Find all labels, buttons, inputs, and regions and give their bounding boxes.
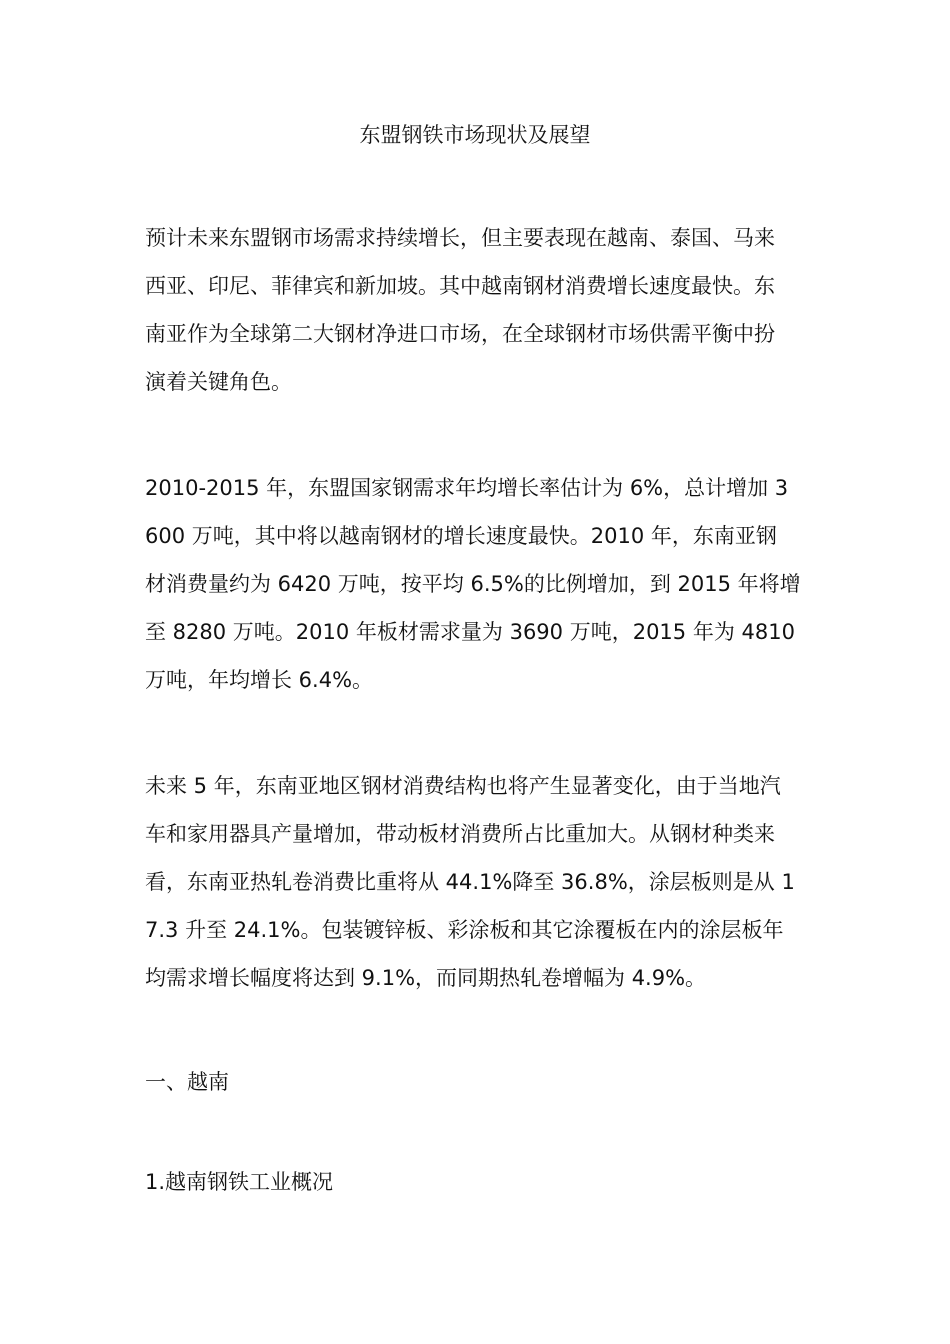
paragraph-line: 均需求增长幅度将达到 9.1%，而同期热轧卷增幅为 4.9%。 [145, 966, 707, 990]
paragraph-line: 车和家用器具产量增加，带动板材消费所占比重加大。从钢材种类来 [145, 822, 775, 846]
section-heading-text: 一、越南 [145, 1070, 229, 1094]
paragraph-1 [145, 214, 810, 406]
paragraph-line: 至 8280 万吨。2010 年板材需求量为 3690 万吨，2015 年为 4810 [145, 620, 795, 644]
paragraph-line: 600 万吨，其中将以越南钢材的增长速度最快。2010 年，东南亚钢 [145, 524, 777, 548]
paragraph-line: 演着关键角色。 [145, 370, 292, 394]
paragraph-line: 南亚作为全球第二大钢材净进口市场，在全球钢材市场供需平衡中扮 [145, 322, 775, 346]
paragraph-line: 西亚、印尼、菲律宾和新加坡。其中越南钢材消费增长速度最快。东 [145, 274, 775, 298]
subsection-heading [145, 1158, 810, 1206]
paragraph-2 [145, 464, 810, 704]
paragraph-line: 7.3 升至 24.1%。包装镀锌板、彩涂板和其它涂覆板在内的涂层板年 [145, 918, 784, 942]
section-heading [145, 1058, 810, 1106]
paragraph-line: 材消费量约为 6420 万吨，按平均 6.5%的比例增加，到 2015 年将增 [145, 572, 801, 596]
paragraph-line: 预计未来东盟钢市场需求持续增长，但主要表现在越南、泰国、马来 [145, 226, 775, 250]
document-title: 东盟钢铁市场现状及展望 [359, 123, 591, 147]
paragraph-3 [145, 762, 810, 1002]
subsection-heading-text: 1.越南钢铁工业概况 [145, 1170, 334, 1194]
paragraph-line: 未来 5 年，东南亚地区钢材消费结构也将产生显著变化，由于当地汽 [145, 774, 781, 798]
paragraph-line: 2010-2015 年，东盟国家钢需求年均增长率估计为 6%，总计增加 3 [145, 476, 789, 500]
paragraph-line: 看，东南亚热轧卷消费比重将从 44.1%降至 36.8%，涂层板则是从 1 [145, 870, 795, 894]
paragraph-line: 万吨，年均增长 6.4%。 [145, 668, 374, 692]
